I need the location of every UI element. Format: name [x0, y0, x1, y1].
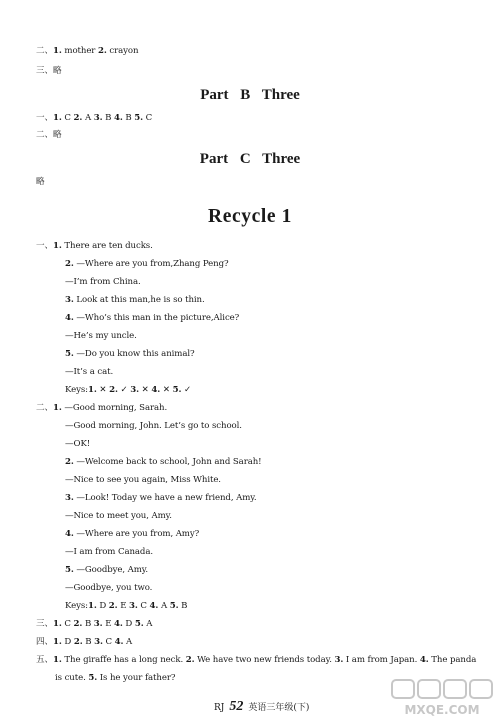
- watermark-text: MXQE.COM: [404, 703, 480, 717]
- item-number: 2.: [108, 601, 118, 611]
- item-number: 3.: [130, 385, 140, 395]
- item-number: 4.: [113, 113, 123, 123]
- answer-line: [36, 113, 152, 124]
- answer-line: [36, 637, 132, 648]
- item-number: 3.: [94, 637, 103, 647]
- item-number: 5.: [169, 601, 179, 611]
- item-number: 2.: [97, 46, 107, 56]
- answer-line: [36, 66, 61, 77]
- answer-text: B: [82, 619, 94, 629]
- answer-line: [65, 493, 257, 504]
- item-number: 1.: [87, 601, 97, 611]
- answer-text: —Where are you from,Zhang Peng?: [73, 259, 229, 269]
- answer-line: [36, 46, 138, 57]
- answer-text: A: [82, 113, 94, 123]
- answer-text: 略: [36, 177, 45, 187]
- item-number: 5.: [88, 673, 98, 683]
- answer-text: Keys:: [65, 385, 88, 395]
- item-number: 1.: [53, 655, 62, 665]
- answer-line: [65, 367, 113, 378]
- answer-line: [36, 619, 152, 630]
- answer-line: [65, 601, 187, 612]
- item-number: 2.: [73, 619, 83, 629]
- item-number: 3.: [65, 295, 74, 305]
- item-number: 5.: [134, 113, 143, 123]
- answer-text: The panda: [428, 655, 477, 665]
- answer-text: —He’s my uncle.: [65, 331, 137, 341]
- answer-line: [65, 439, 90, 450]
- answer-line: [36, 177, 45, 188]
- item-number: 3.: [65, 493, 74, 503]
- item-number: 4.: [419, 655, 429, 665]
- answer-line: [36, 130, 61, 141]
- item-number: 3.: [93, 113, 103, 123]
- answer-text: —Goodbye, Amy.: [73, 565, 149, 575]
- footer-edition: RJ: [214, 703, 225, 713]
- answer-text: ✕: [96, 385, 110, 395]
- answer-text: C: [143, 113, 153, 123]
- answer-text: E: [102, 619, 115, 629]
- answer-line: [36, 655, 476, 666]
- item-number: 5.: [65, 565, 74, 575]
- answer-text: D: [122, 619, 135, 629]
- part-heading: Part C Three: [199, 151, 301, 167]
- watermark-logo: [390, 678, 494, 718]
- item-number: 2.: [73, 637, 83, 647]
- answer-text: D: [96, 601, 109, 611]
- answer-text: Is he your father?: [97, 673, 176, 683]
- item-number: 1.: [53, 637, 62, 647]
- answer-text: B: [178, 601, 188, 611]
- item-number: 1.: [87, 385, 97, 395]
- answer-text: C: [61, 619, 74, 629]
- answer-text: 二、: [36, 403, 53, 413]
- answer-text: 二、略: [36, 130, 62, 140]
- answer-text: A: [143, 619, 153, 629]
- answer-text: —Good morning, John. Let’s go to school.: [65, 421, 242, 431]
- answer-text: C: [137, 601, 150, 611]
- answer-text: I am from Japan.: [343, 655, 420, 665]
- answer-text: —Where are you from, Amy?: [73, 529, 200, 539]
- item-number: 4.: [114, 637, 124, 647]
- answer-text: —Who’s this man in the picture,Alice?: [73, 313, 240, 323]
- answer-text: ✕: [139, 385, 152, 395]
- answer-line: [65, 277, 141, 288]
- item-number: 1.: [53, 46, 62, 56]
- answer-text: —It’s a cat.: [65, 367, 114, 377]
- answer-line: [65, 475, 221, 486]
- part-heading: Part B Three: [200, 87, 300, 103]
- item-number: 3.: [93, 619, 103, 629]
- answer-line: [65, 349, 195, 360]
- answer-text: —Do you know this animal?: [73, 349, 195, 359]
- page-footer: [214, 700, 309, 715]
- answer-line: [65, 313, 239, 324]
- answer-text: 三、略: [36, 66, 62, 76]
- item-number: 5.: [65, 349, 74, 359]
- answer-text: Look at this man,he is so thin.: [73, 295, 205, 305]
- answer-line: [65, 421, 242, 432]
- section-title: Recycle 1: [208, 206, 292, 227]
- answer-text: crayon: [106, 46, 139, 56]
- answer-text: ✓: [181, 385, 192, 395]
- answer-text: ✕: [160, 385, 173, 395]
- item-number: 4.: [149, 601, 159, 611]
- item-number: 4.: [65, 313, 74, 323]
- answer-line: [65, 331, 137, 342]
- item-number: 1.: [53, 403, 62, 413]
- answer-text: Keys:: [65, 601, 88, 611]
- answer-text: E: [117, 601, 129, 611]
- item-number: 2.: [109, 385, 118, 395]
- answer-text: 三、: [36, 619, 53, 629]
- answer-text: —Good morning, Sarah.: [61, 403, 168, 413]
- answer-line: [65, 565, 148, 576]
- item-number: 4.: [65, 529, 74, 539]
- answer-text: D: [61, 637, 74, 647]
- page-number: 52: [229, 699, 244, 714]
- answer-text: B: [122, 113, 135, 123]
- item-number: 2.: [65, 259, 74, 269]
- answer-line: [65, 583, 152, 594]
- answer-text: ✓: [117, 385, 131, 395]
- answer-line: [65, 295, 205, 306]
- answer-text: —Goodbye, you two.: [65, 583, 153, 593]
- answer-line: [65, 511, 172, 522]
- answer-line: [65, 385, 191, 396]
- answer-text: —I am from Canada.: [65, 547, 153, 557]
- answer-line: [55, 673, 175, 684]
- item-number: 5.: [172, 385, 182, 395]
- answer-text: 一、: [36, 241, 53, 251]
- item-number: 5.: [134, 619, 144, 629]
- answer-text: —Nice to meet you, Amy.: [65, 511, 172, 521]
- answer-text: A: [158, 601, 170, 611]
- item-number: 1.: [53, 619, 62, 629]
- answer-text: B: [102, 113, 114, 123]
- answer-text: C: [102, 637, 115, 647]
- answer-text: —I’m from China.: [65, 277, 141, 287]
- footer-book-title: 英语三年级(下): [248, 703, 310, 713]
- answer-text: mother: [61, 46, 98, 56]
- item-number: 2.: [73, 113, 83, 123]
- answer-text: —OK!: [65, 439, 91, 449]
- item-number: 2.: [185, 655, 195, 665]
- item-number: 4.: [114, 619, 123, 629]
- item-number: 2.: [65, 457, 74, 467]
- answer-text: —Look! Today we have a new friend, Amy.: [73, 493, 257, 503]
- answer-text: 四、: [36, 637, 53, 647]
- answer-text: —Nice to see you again, Miss White.: [65, 475, 221, 485]
- answer-text: There are ten ducks.: [61, 241, 153, 251]
- item-number: 3.: [129, 601, 138, 611]
- item-number: 3.: [334, 655, 344, 665]
- answer-text: The giraffe has a long neck.: [61, 655, 186, 665]
- answer-text: C: [61, 113, 74, 123]
- answer-text: B: [82, 637, 95, 647]
- answer-line: [36, 241, 153, 252]
- answer-text: 二、: [36, 46, 53, 56]
- answer-text: —Welcome back to school, John and Sarah!: [73, 457, 262, 467]
- answer-line: [65, 547, 153, 558]
- item-number: 4.: [151, 385, 161, 395]
- answer-line: [65, 259, 229, 270]
- item-number: 1.: [53, 241, 62, 251]
- answer-text: A: [123, 637, 133, 647]
- answer-text: We have two new friends today.: [194, 655, 335, 665]
- answer-text: 五、: [36, 655, 53, 665]
- answer-line: [65, 529, 199, 540]
- answer-text: 一、: [36, 113, 53, 123]
- answer-text: is cute.: [55, 673, 89, 683]
- item-number: 1.: [53, 113, 62, 123]
- answer-line: [65, 457, 262, 468]
- answer-line: [36, 403, 167, 414]
